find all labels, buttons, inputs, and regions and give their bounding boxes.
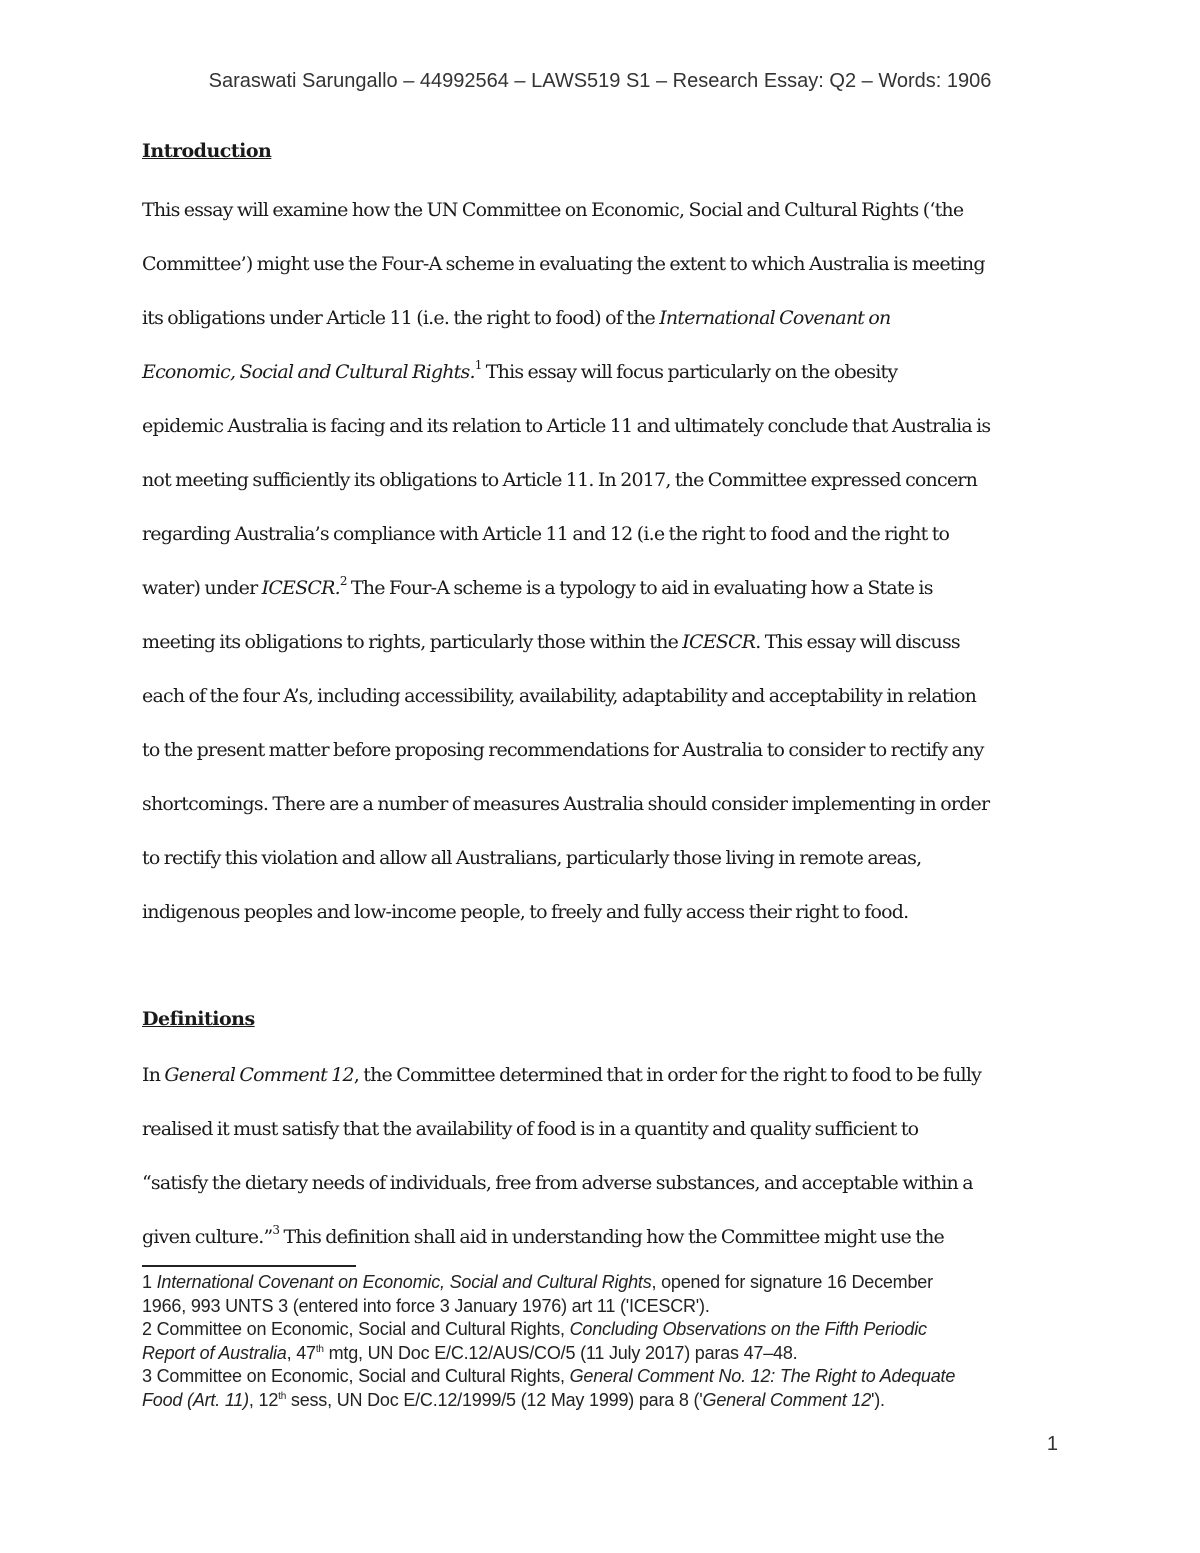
- footnote-3-line-2: Food (Art. 11), 12th sess, UN Doc E/C.12/1999/5 (12 May 1999) para 8 ('General Comment 12').: [142, 1389, 885, 1410]
- definitions-heading: Definitions: [142, 1008, 255, 1030]
- introduction-heading: Introduction: [142, 140, 272, 162]
- introduction-paragraph: [142, 183, 1072, 939]
- intro-line-9: meeting its obligations to rights, particularly those within the ICESCR. This essay will discuss: [142, 631, 960, 653]
- footnote-1-line-1: 1 International Covenant on Economic, Social and Cultural Rights, opened for signature 16 December: [142, 1272, 933, 1292]
- footnotes: [142, 1271, 1082, 1412]
- def-line-4: given culture.”$^3$ This definition shall aid in understanding how the Committee might use the: [142, 1223, 944, 1248]
- intro-line-13: to rectify this violation and allow all Australians, particularly those living in remote areas,: [142, 847, 922, 869]
- intro-line-2: Committee’) might use the Four-A scheme in evaluating the extent to which Australia is meeting: [142, 253, 985, 275]
- intro-line-5: epidemic Australia is facing and its relation to Article 11 and ultimately conclude that Australia is: [142, 415, 991, 437]
- def-line-1: In General Comment 12, the Committee determined that in order for the right to food to be fully: [142, 1064, 982, 1086]
- intro-line-10: each of the four A’s, including accessibility, availability, adaptability and acceptability in relation: [142, 685, 977, 707]
- footnote-ref-3[interactable]: 3: [272, 1223, 280, 1237]
- intro-line-6: not meeting sufficiently its obligations to Article 11. In 2017, the Committee expressed concern: [142, 469, 978, 491]
- intro-line-14: indigenous peoples and low-income people, to freely and fully access their right to food.: [142, 901, 909, 923]
- intro-line-8: water) under ICESCR.$^2$ The Four-A scheme is a typology to aid in evaluating how a State is: [142, 574, 933, 599]
- footnote-3-line-1: 3 Committee on Economic, Social and Cultural Rights, General Comment No. 12: The Right to Adequate: [142, 1366, 956, 1386]
- intro-line-11: to the present matter before proposing recommendations for Australia to consider to rectify any: [142, 739, 984, 761]
- footnote-1-line-2: 1966, 993 UNTS 3 (entered into force 3 January 1976) art 11 ('ICESCR').: [142, 1295, 710, 1316]
- intro-line-7: regarding Australia’s compliance with Article 11 and 12 (i.e the right to food and the right to: [142, 523, 950, 545]
- definitions-paragraph: [142, 1048, 1072, 1264]
- intro-line-4: Economic, Social and Cultural Rights.$^1$ This essay will focus particularly on the obesity: [142, 358, 898, 383]
- footnote-ref-2[interactable]: 2: [339, 574, 347, 588]
- page-number: 1: [1046, 1433, 1058, 1455]
- intro-line-3: its obligations under Article 11 (i.e. the right to food) of the International Covenant on: [142, 307, 891, 329]
- intro-line-12: shortcomings. There are a number of measures Australia should consider implementing in order: [142, 793, 990, 815]
- footnote-ref-1[interactable]: 1: [474, 358, 482, 372]
- intro-line-1: This essay will examine how the UN Committee on Economic, Social and Cultural Rights (‘the: [142, 199, 964, 221]
- footnote-separator: [142, 1265, 356, 1267]
- footnote-2-line-1: 2 Committee on Economic, Social and Cultural Rights, Concluding Observations on the Fifth Periodic: [142, 1319, 927, 1339]
- page-header: Saraswati Sarungallo – 44992564 – LAWS519 S1 – Research Essay: Q2 – Words: 1906: [208, 70, 992, 92]
- def-line-2: realised it must satisfy that the availability of food is in a quantity and quality sufficient to: [142, 1118, 919, 1140]
- footnote-2-line-2: Report of Australia, 47th mtg, UN Doc E/C.12/AUS/CO/5 (11 July 2017) paras 47–48.: [142, 1342, 798, 1363]
- def-line-3: “satisfy the dietary needs of individuals, free from adverse substances, and acceptable within a: [142, 1172, 973, 1194]
